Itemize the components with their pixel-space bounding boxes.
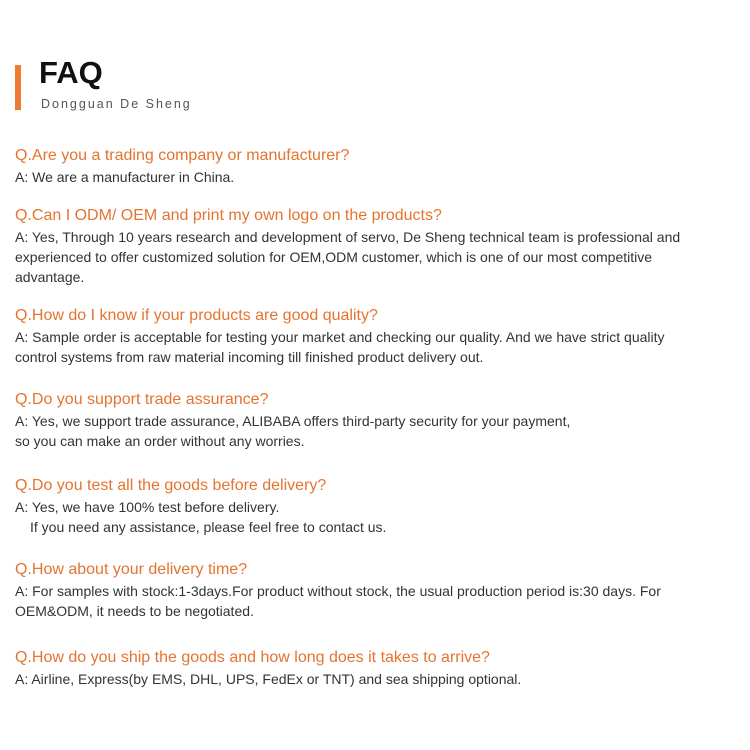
faq-answer-line: A: Sample order is acceptable for testing your market and checking our quality. And we have strict quality [15, 329, 665, 345]
faq-answer-line: If you need any assistance, please feel free to contact us. [30, 519, 387, 535]
faq-answer-line: advantage. [15, 269, 85, 285]
faq-question: Q.Are you a trading company or manufacturer? [15, 147, 350, 164]
faq-question: Q.Do you test all the goods before delivery? [15, 477, 327, 494]
faq-answer-line: OEM&ODM, it needs to be negotiated. [15, 603, 254, 619]
faq-answer [15, 411, 715, 451]
faq-answer-line: A: Yes, we have 100% test before delivery. [15, 499, 280, 515]
faq-item [15, 476, 715, 537]
page-subtitle: Dongguan De Sheng [41, 97, 192, 111]
accent-bar [15, 65, 21, 110]
faq-item [15, 146, 715, 187]
faq-answer [15, 669, 715, 689]
faq-answer [15, 227, 715, 287]
faq-answer [15, 581, 715, 621]
faq-item [15, 560, 715, 621]
faq-item [15, 390, 715, 451]
page-title: FAQ [39, 55, 103, 90]
faq-question: Q.How do I know if your products are good quality? [15, 307, 378, 324]
faq-question: Q.Can I ODM/ OEM and print my own logo on the products? [15, 207, 442, 224]
faq-answer-line: A: We are a manufacturer in China. [15, 169, 235, 185]
faq-answer [15, 327, 715, 367]
faq-answer-line: A: Yes, Through 10 years research and development of servo, De Sheng technical team is professional and [15, 229, 681, 245]
faq-question: Q.Do you support trade assurance? [15, 391, 269, 408]
faq-answer [15, 167, 715, 187]
faq-answer [15, 497, 715, 537]
faq-answer-line: A: Yes, we support trade assurance, ALIBABA offers third-party security for your payment, [15, 413, 571, 429]
faq-answer-line: so you can make an order without any worries. [15, 433, 305, 449]
faq-answer-line: experienced to offer customized solution for OEM,ODM customer, which is one of our most competitive [15, 249, 653, 265]
faq-item [15, 306, 715, 367]
faq-item [15, 648, 715, 689]
faq-item [15, 206, 715, 287]
faq-question: Q.How do you ship the goods and how long does it takes to arrive? [15, 649, 490, 666]
faq-answer-line: control systems from raw material incoming till finished product delivery out. [15, 349, 484, 365]
faq-answer-line: A: For samples with stock:1-3days.For product without stock, the usual production period is:30 days. For [15, 583, 661, 599]
faq-answer-line: A: Airline, Express(by EMS, DHL, UPS, FedEx or TNT) and sea shipping optional. [15, 671, 522, 687]
faq-question: Q.How about your delivery time? [15, 561, 248, 578]
